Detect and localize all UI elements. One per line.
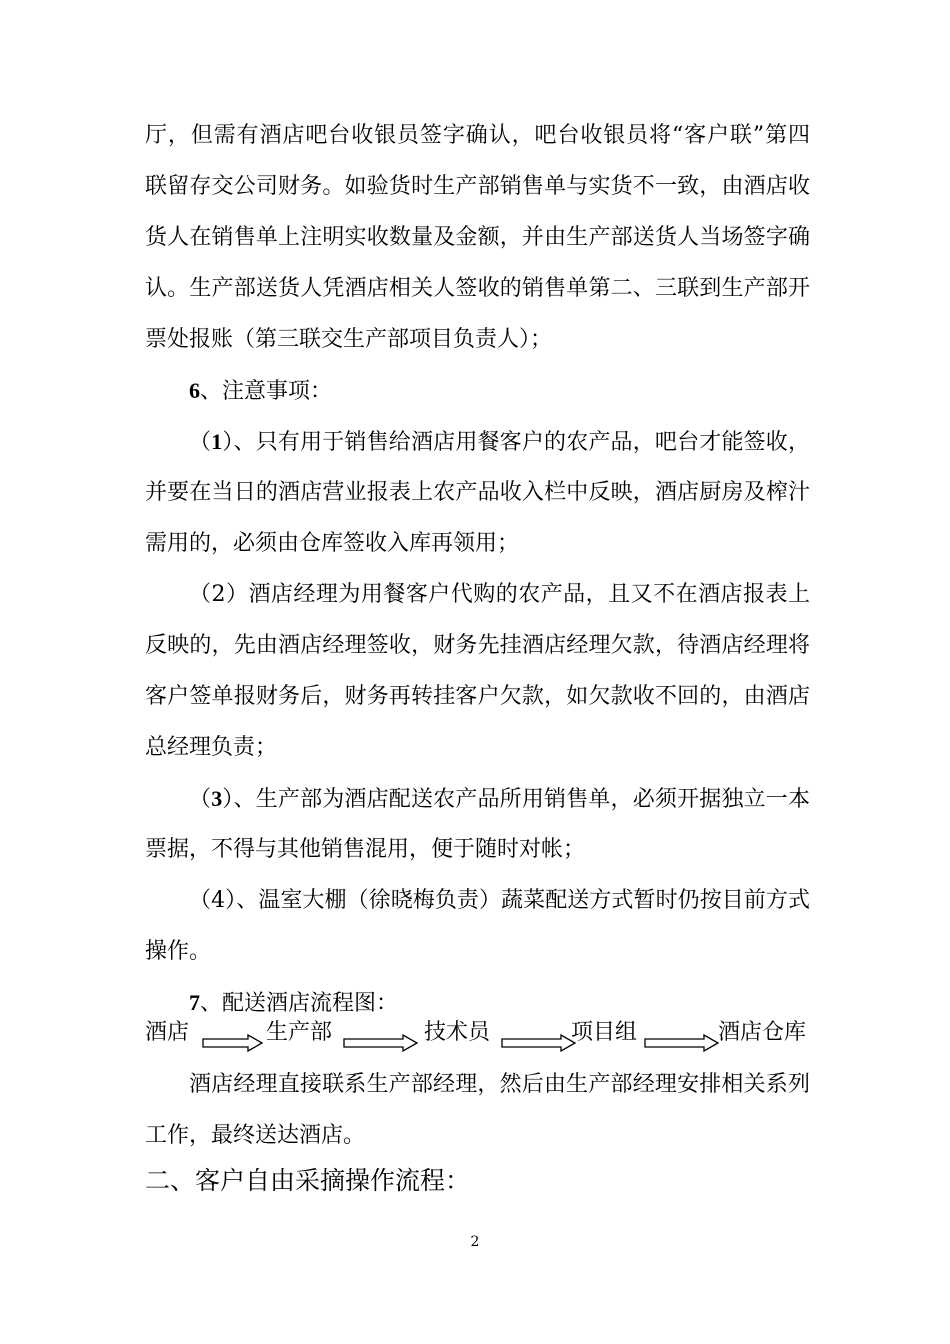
flow-arrow-icon — [501, 1034, 577, 1052]
section-two-heading: 二、客户自由采摘操作流程： — [145, 1166, 471, 1195]
item-1-first-line — [189, 427, 810, 458]
flow-node-hotel: 酒店 — [145, 1020, 190, 1045]
body-line: 联留存交公司财务。如验货时生产部销售单与实货不一致，由酒店收 — [145, 174, 810, 199]
flow-note-first-line: 酒店经理直接联系生产部经理，然后由生产部经理安排相关系列 — [189, 1072, 810, 1097]
flow-diagram — [145, 1018, 810, 1058]
page-number: 2 — [470, 1234, 480, 1250]
body-line: 客户签单报财务后，财务再转挂客户欠款，如欠款收不回的，由酒店 — [145, 684, 810, 709]
flow-node-project-team: 项目组 — [571, 1020, 638, 1045]
body-line: 工作，最终送达酒店。 — [145, 1123, 366, 1148]
section-7-heading — [189, 988, 810, 1019]
body-line: 总经理负责； — [145, 735, 278, 760]
body-line: 需用的，必须由仓库签收入库再领用； — [145, 531, 520, 556]
item-4-first-line: （4）、温室大棚（徐晓梅负责）蔬菜配送方式暂时仍按目前方式 — [189, 888, 810, 913]
flow-node-hotel-warehouse: 酒店仓库 — [718, 1020, 807, 1045]
item-1-text: ）、只有用于销售给酒店用餐客户的农产品，吧台才能签收， — [222, 430, 810, 455]
item-3-first-line — [189, 784, 810, 815]
flow-node-technician: 技术员 — [424, 1020, 491, 1045]
flow-arrow-icon — [644, 1034, 720, 1052]
section-6-number: 6 — [189, 378, 200, 403]
item-3-open-paren: （ — [189, 787, 212, 812]
body-line: 票据，不得与其他销售混用，便于随时对帐； — [145, 837, 586, 862]
body-line: 厅，但需有酒店吧台收银员签字确认，吧台收银员将“客户联”第四 — [145, 123, 810, 148]
section-6-heading — [189, 376, 810, 407]
item-1-open-paren: （ — [189, 430, 212, 455]
body-line: 操作。 — [145, 939, 212, 964]
item-3-number: 3 — [211, 786, 223, 811]
item-1-number: 1 — [211, 429, 223, 454]
body-line: 货人在销售单上注明实收数量及金额，并由生产部送货人当场签字确 — [145, 225, 810, 250]
body-line: 并要在当日的酒店营业报表上农产品收入栏中反映，酒店厨房及榨汁 — [145, 480, 810, 505]
body-line: 票处报账（第三联交生产部项目负责人）； — [145, 327, 553, 352]
flow-arrow-icon — [202, 1034, 264, 1052]
section-7-title: 、配送酒店流程图： — [200, 991, 399, 1016]
section-7-number: 7 — [189, 990, 200, 1015]
item-3-text: ）、生产部为酒店配送农产品所用销售单，必须开据独立一本 — [222, 787, 810, 812]
section-6-title: 、注意事项： — [200, 379, 333, 404]
body-line: 反映的，先由酒店经理签收，财务先挂酒店经理欠款，待酒店经理将 — [145, 633, 810, 658]
item-2-first-line: （2）酒店经理为用餐客户代购的农产品，且又不在酒店报表上 — [189, 582, 810, 607]
flow-arrow-icon — [343, 1034, 419, 1052]
body-line: 认。生产部送货人凭酒店相关人签收的销售单第二、三联到生产部开 — [145, 276, 810, 301]
flow-node-production: 生产部 — [266, 1020, 333, 1045]
